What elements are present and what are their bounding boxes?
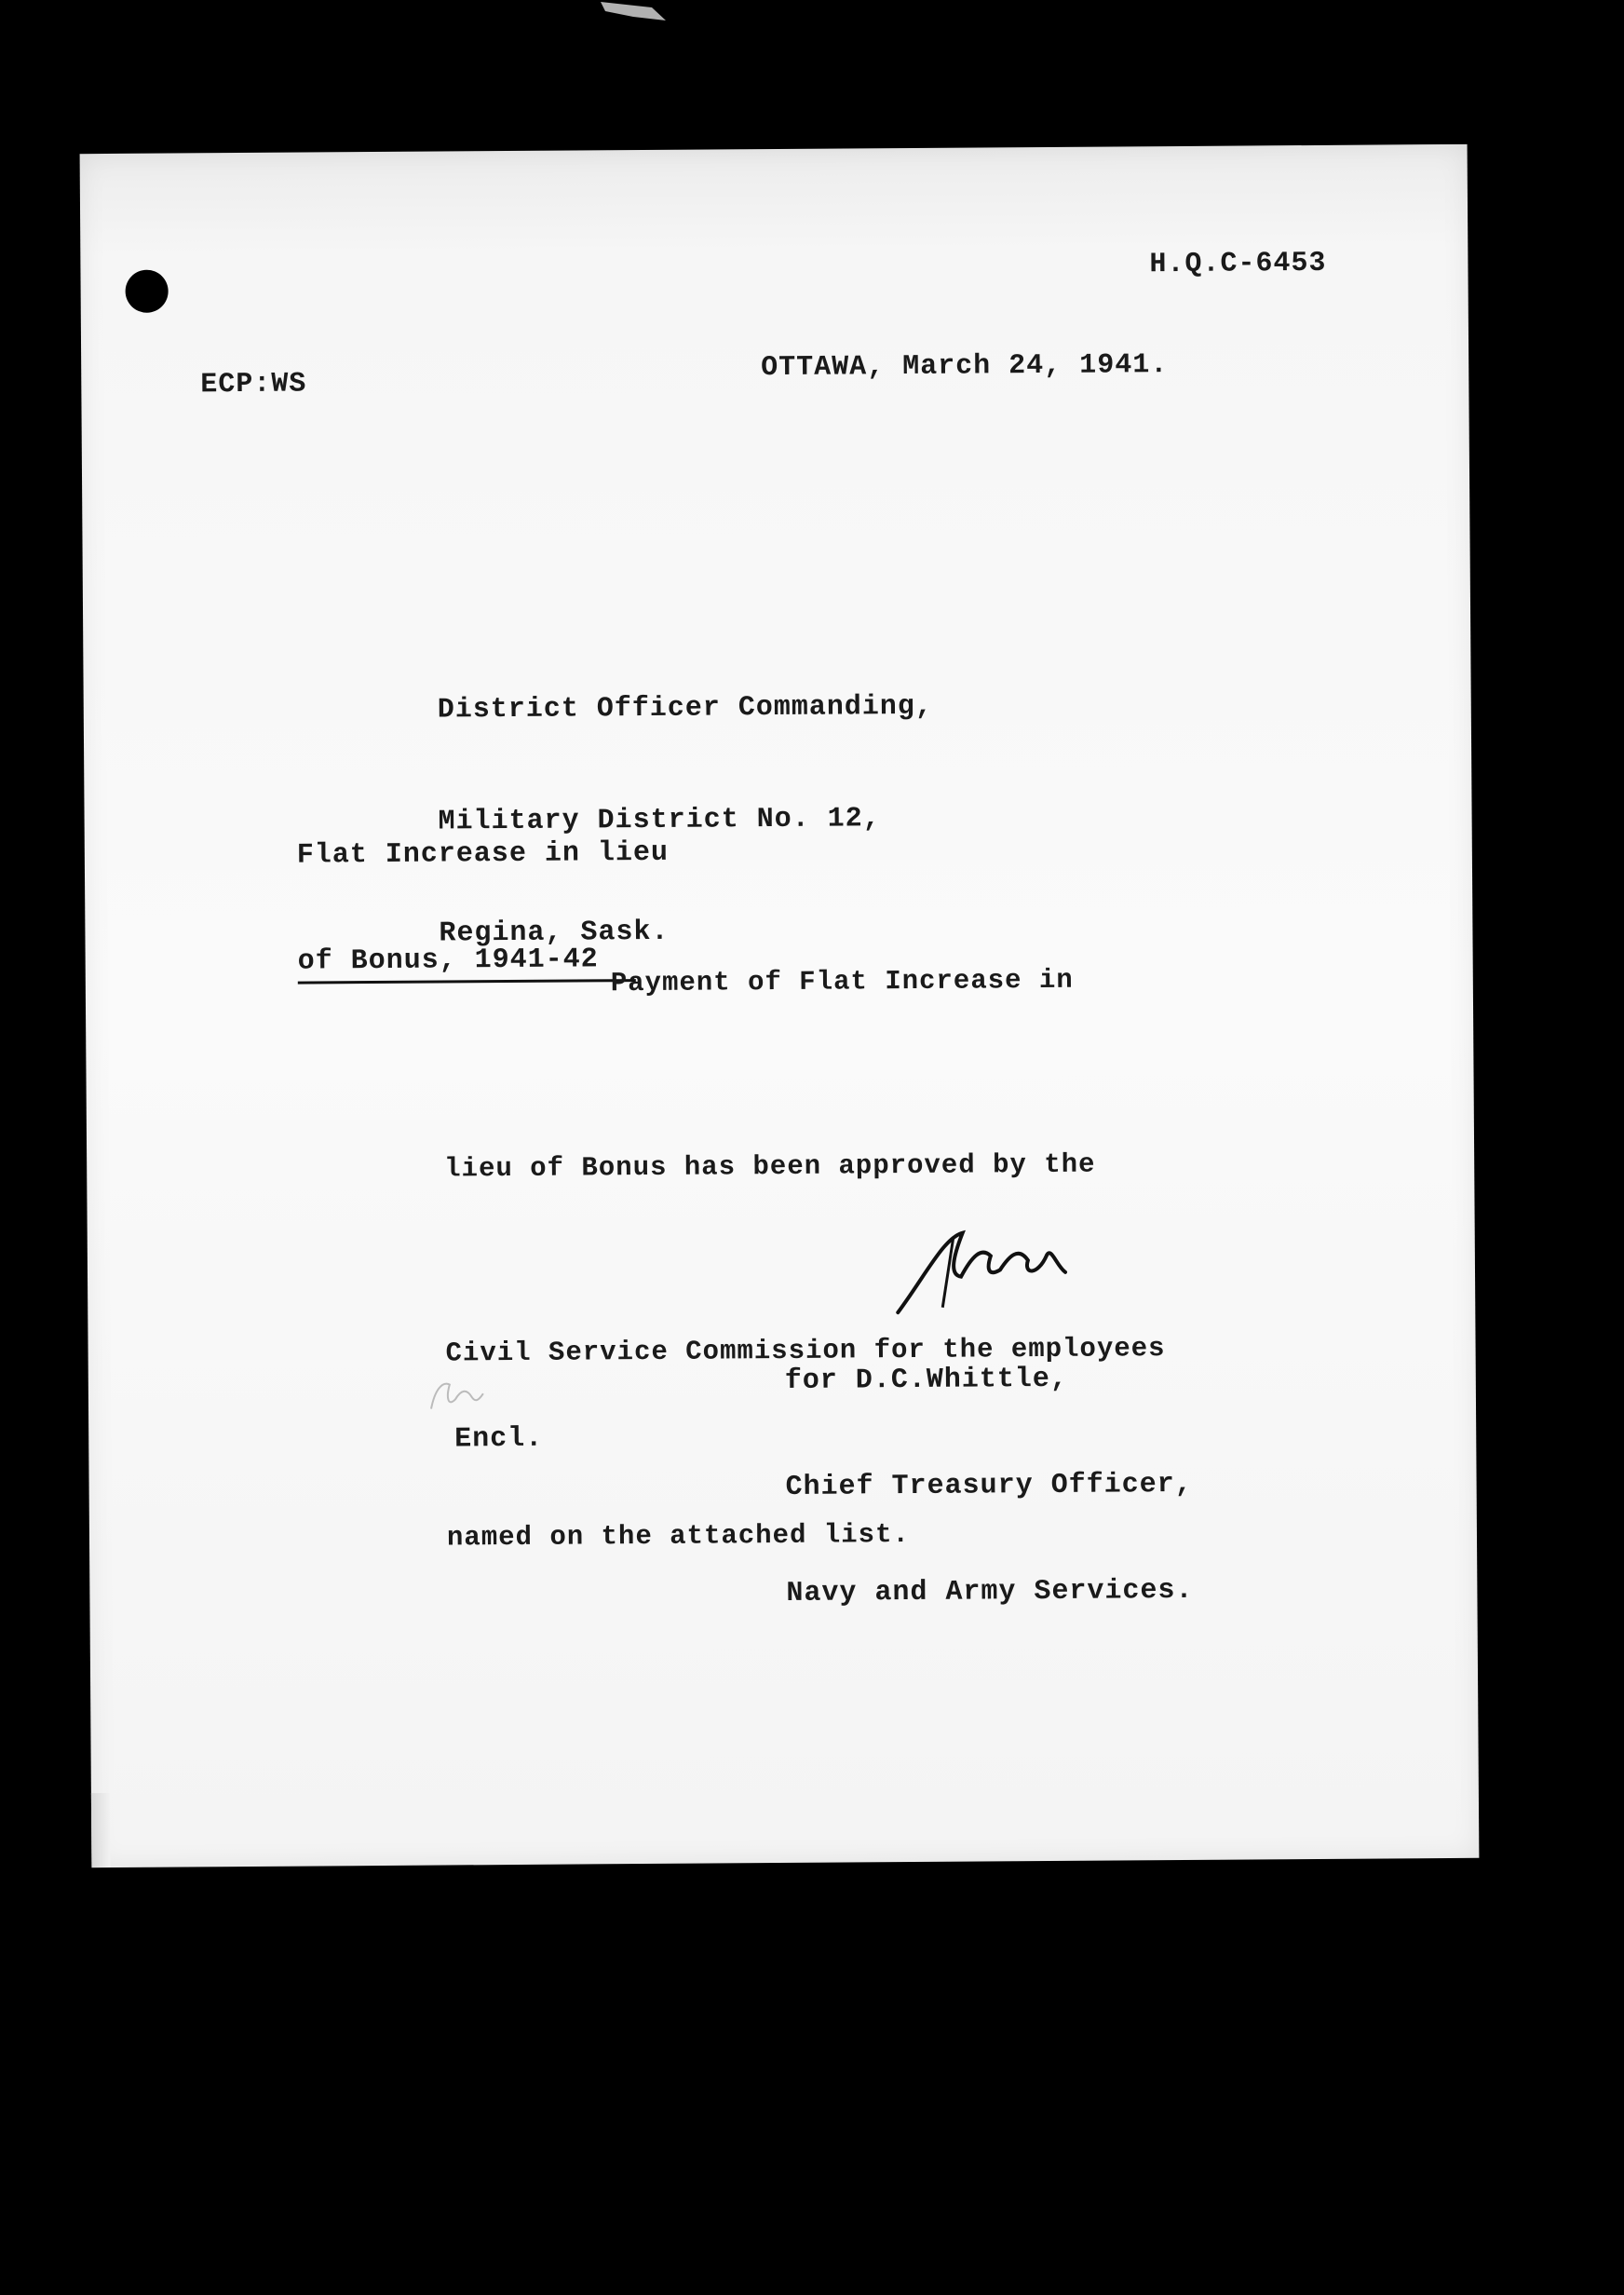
subject-line: Flat Increase in lieu [296, 836, 670, 872]
addressee-line: District Officer Commanding, [437, 690, 933, 727]
letter-page [80, 144, 1480, 1867]
pencil-initials-mark [424, 1371, 489, 1418]
body-line: Payment of Flat Increase in [610, 964, 1074, 999]
paper-scrap-mark [596, 0, 670, 28]
addressee-line: Military District No. 12, [438, 803, 881, 838]
signature-line: Navy and Army Services. [786, 1574, 1194, 1609]
signature-line: Chief Treasury Officer, [785, 1468, 1193, 1503]
addressee-line: Regina, Sask. [439, 916, 670, 950]
dateline: OTTAWA, March 24, 1941. [761, 349, 1169, 385]
typist-initials: ECP:WS [200, 368, 307, 401]
punch-hole [125, 270, 168, 313]
body-line: Civil Service Commission for the employees [445, 1333, 1166, 1369]
paper-fold [91, 1793, 111, 1867]
body-line: lieu of Bonus has been approved by the [444, 1148, 1096, 1185]
enclosure-note: Encl. [454, 1422, 544, 1456]
subject-line-underlined: of Bonus, 1941-42 [298, 942, 636, 985]
signature-line: for D.C.Whittle, [784, 1363, 1068, 1397]
file-reference: H.Q.C-6453 [1149, 247, 1327, 281]
signature-block [784, 1290, 1194, 1682]
body-line: named on the attached list. [446, 1519, 910, 1554]
